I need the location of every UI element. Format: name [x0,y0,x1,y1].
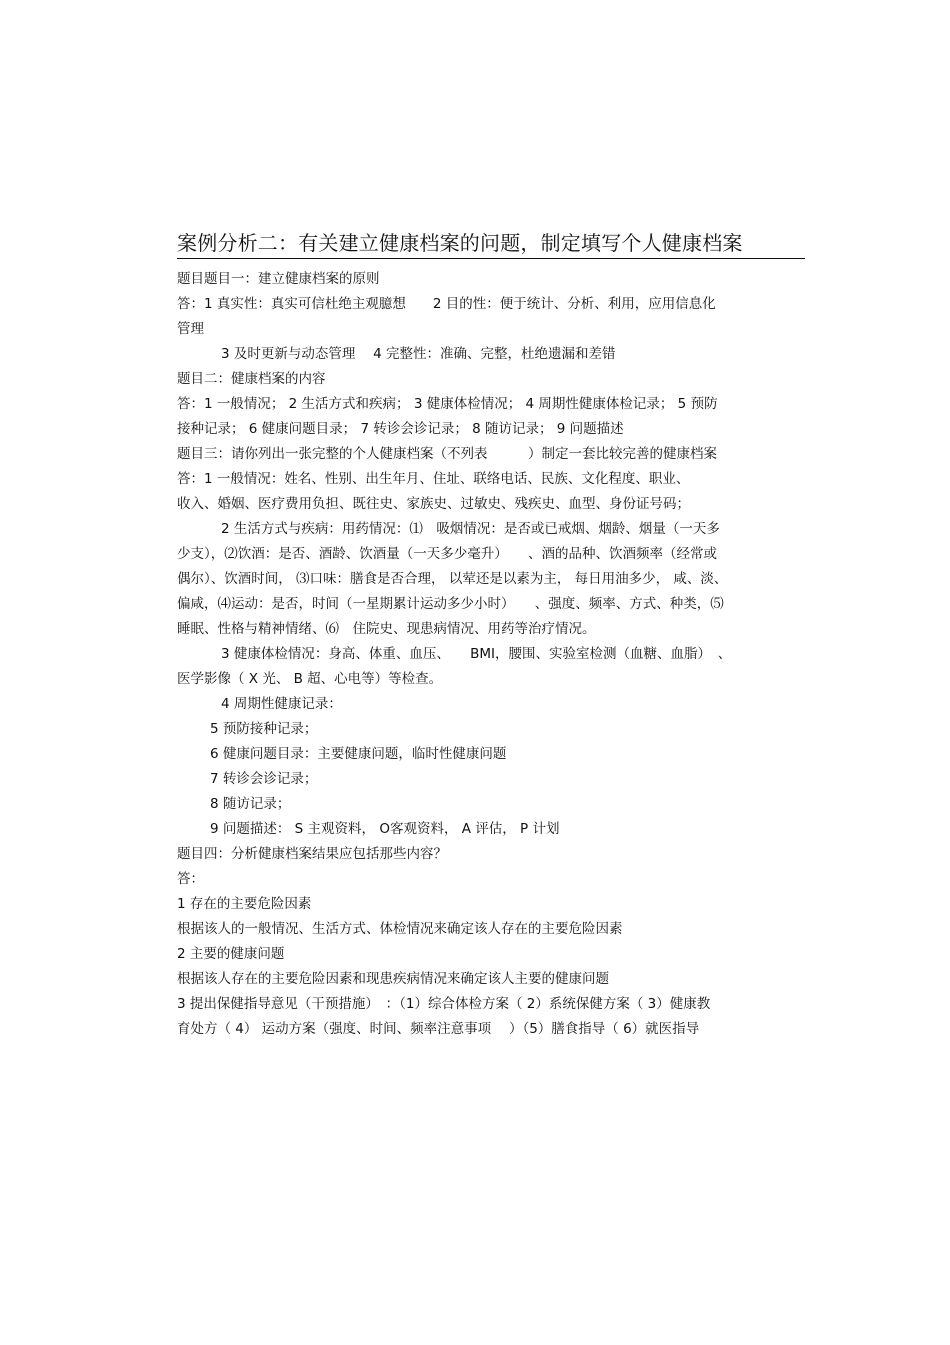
text-line: 答： [177,871,204,887]
text-line: 3 提出保健指导意见（干预措施） ：（1）综合体检方案（ 2）系统保健方案（ 3）健康教 [177,996,711,1012]
text-line: 答：1 真实性：真实可信杜绝主观臆想 2 目的性：便于统计、分析、利用，应用信息化 [177,296,716,312]
text-line: 5 预防接种记录； [210,721,318,737]
text-line: 3 健康体检情况：身高、体重、血压、 BMI，腰围、实验室检测（血糖、血脂） 、 [221,646,732,662]
text-line: 8 随访记录； [210,796,291,812]
text-line: 题目四：分析健康档案结果应包括那些内容？ [177,846,447,862]
text-line: 育处方（ 4） 运动方案（强度、时间、频率注意事项 ）（5）膳食指导（ 6）就医指导 [177,1021,700,1037]
text-line: 题目题目一：建立健康档案的原则 [177,271,380,287]
text-line: 2 生活方式与疾病：用药情况：⑴ 吸烟情况：是否或已戒烟、烟龄、烟量（一天多 [221,521,720,537]
text-line: 接种记录； 6 健康问题目录； 7 转诊会诊记录； 8 随访记录； 9 问题描述 [177,421,624,437]
text-line: 题目三：请你列出一张完整的个人健康档案（不列表 ）制定一套比较完善的健康档案 [177,446,717,462]
text-line: 少支），⑵饮酒：是否、酒龄、饮酒量（一天多少毫升） 、酒的品种、饮酒频率（经常或 [177,546,717,562]
text-line: 睡眠、性格与精神情绪、⑹ 住院史、现患病情况、用药等治疗情况。 [177,621,596,637]
document-page [177,228,807,1042]
text-line: 7 转诊会诊记录； [210,771,318,787]
text-line: 1 存在的主要危险因素 [177,896,312,912]
text-line: 根据该人存在的主要危险因素和现患疾病情况来确定该人主要的健康问题 [177,971,609,987]
text-line: 6 健康问题目录：主要健康问题，临时性健康问题 [210,746,507,762]
text-line: 4 周期性健康记录： [221,696,342,712]
text-line: 收入、婚姻、医疗费用负担、既往史、家族史、过敏史、残疾史、血型、身份证号码； [177,496,690,512]
text-line: 管理 [177,321,204,337]
text-line: 题目二：健康档案的内容 [177,371,326,387]
text-line: 3 及时更新与动态管理 4 完整性：准确、完整，杜绝遗漏和差错 [221,346,616,362]
text-line: 根据该人的一般情况、生活方式、体检情况来确定该人存在的主要危险因素 [177,921,623,937]
text-line: 答：1 一般情况：姓名、性别、出生年月、住址、联络电话、民族、文化程度、职业、 [177,471,690,487]
text-line: 偏咸，⑷运动：是否，时间（一星期累计运动多少小时） 、强度、频率、方式、种类，⑸ [177,596,724,612]
text-line: 答：1 一般情况； 2 生活方式和疾病； 3 健康体检情况； 4 周期性健康体检记录； 5 预防 [177,396,718,412]
text-line: 医学影像（ X 光、 B 超、心电等）等检查。 [177,671,443,687]
document-body [177,267,807,1042]
text-line: 9 问题描述： S 主观资料， O客观资料， A 评估， P 计划 [210,821,560,837]
text-line: 偶尔）、饮酒时间， ⑶口味：膳食是否合理， 以荤还是以素为主， 每日用油多少， 咸、淡、 [177,571,728,587]
text-line: 2 主要的健康问题 [177,946,285,962]
document-title: 案例分析二：有关建立健康档案的问题，制定填写个人健康档案 [177,228,805,259]
